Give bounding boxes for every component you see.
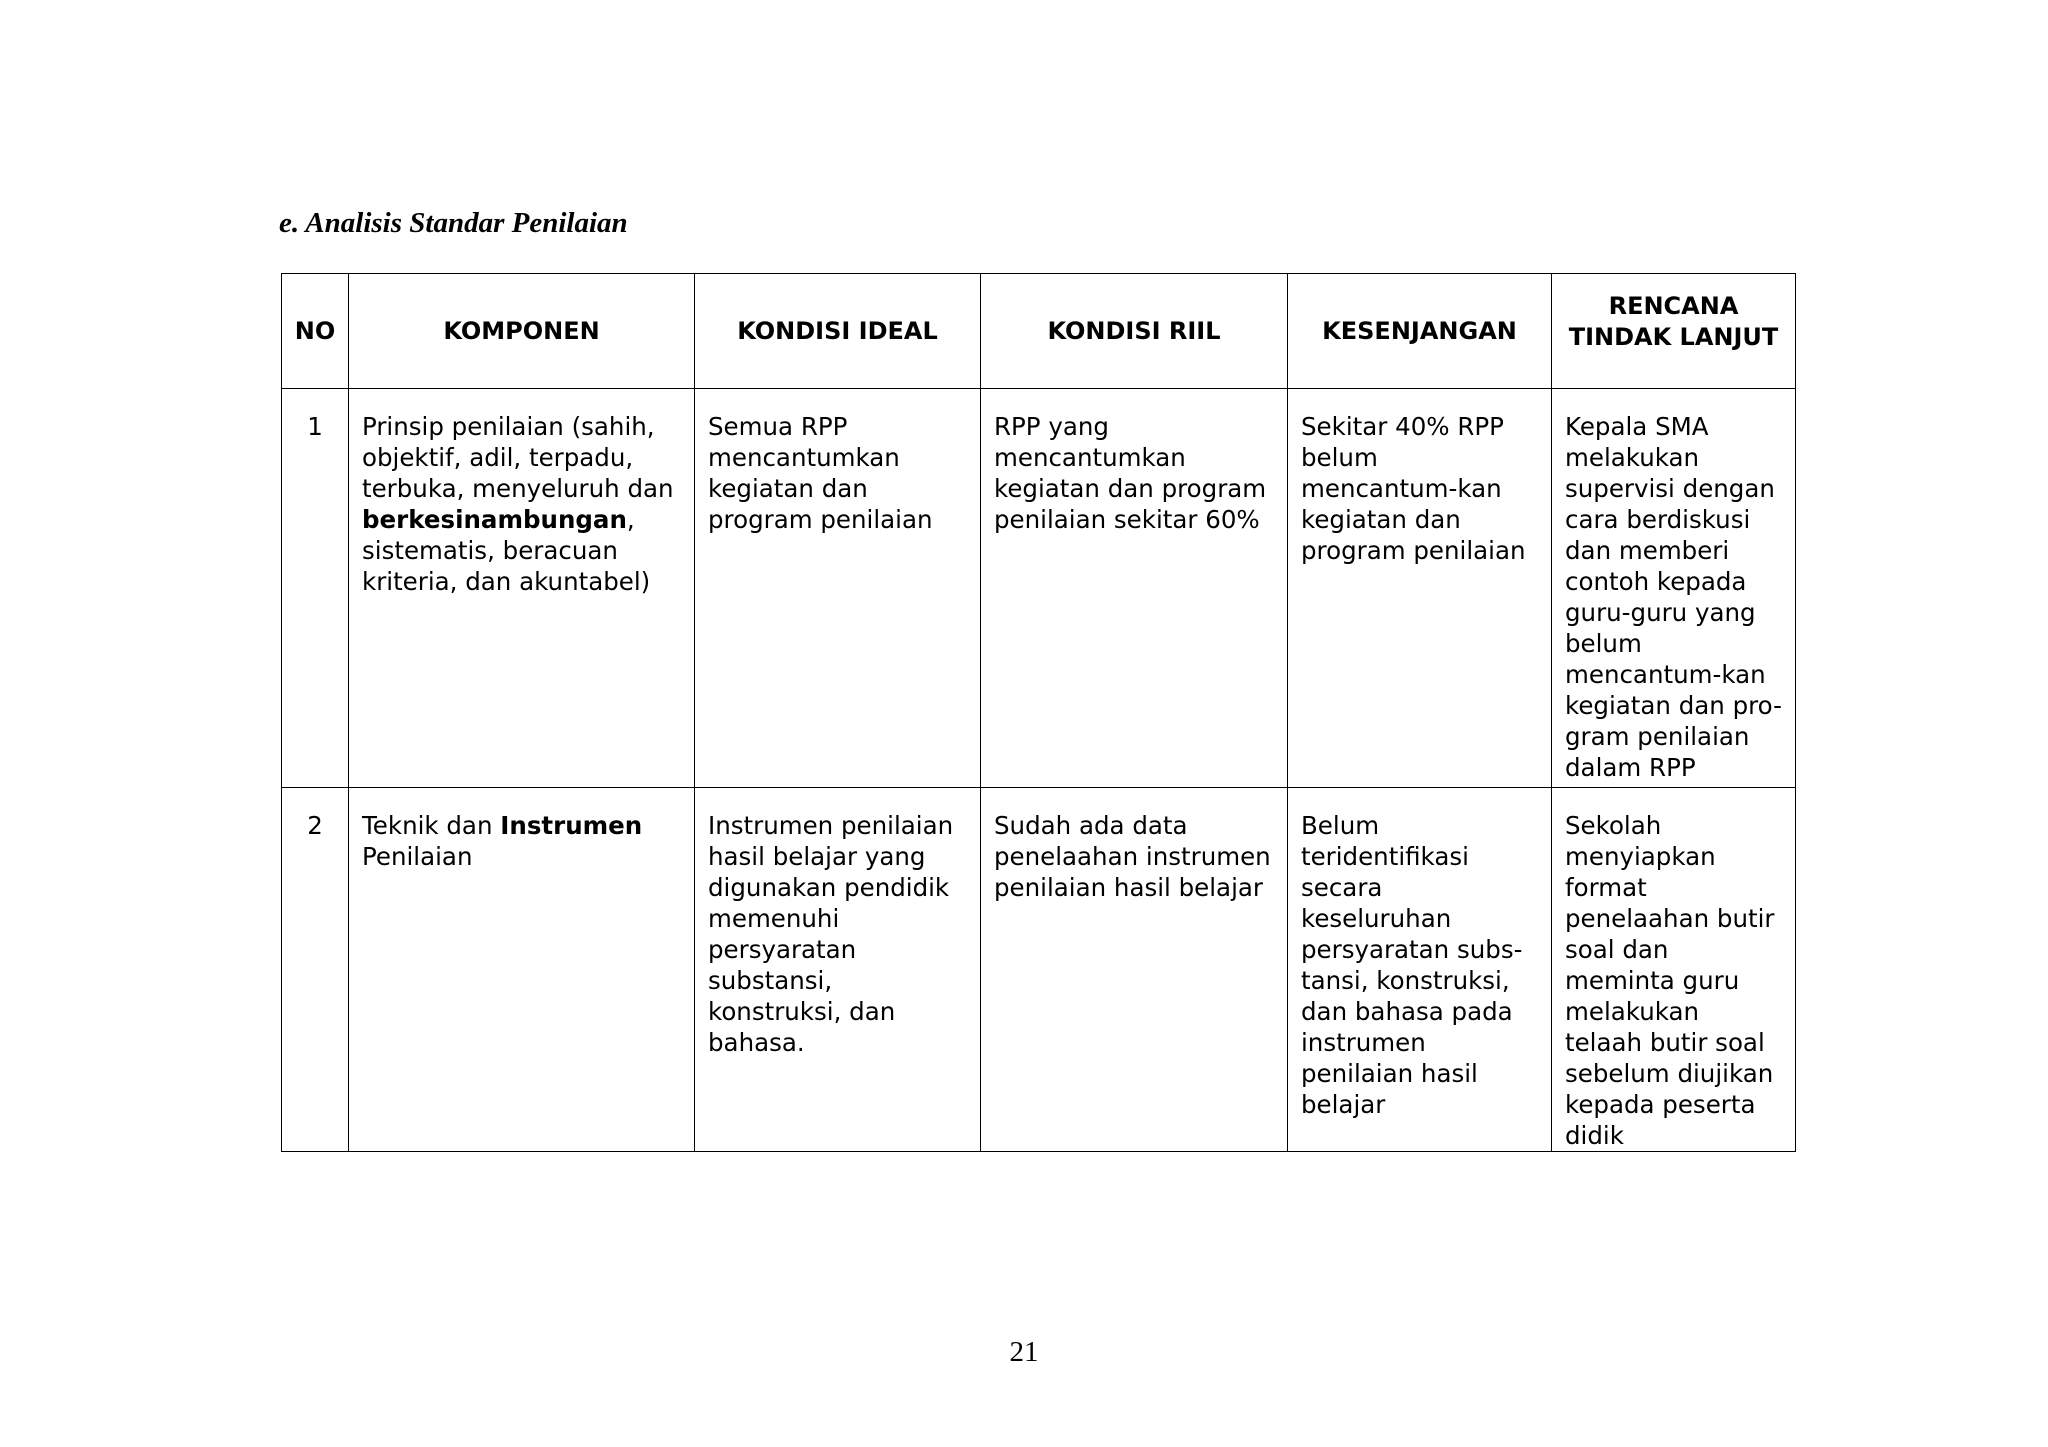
table-header-row [282, 274, 1796, 389]
komponen-text-continued: Penilaian [362, 842, 473, 871]
header-rencana-line2: TINDAK LANJUT [1568, 323, 1779, 351]
cell-komponen [349, 788, 695, 1152]
cell-no: 1 [282, 389, 349, 788]
cell-rencana: Kepala SMA melakukan supervisi dengan cara berdiskusi dan memberi contoh kepada guru-guru yang belum mencantum-kan kegiatan dan pro-gram penilaian dalam RPP [1552, 389, 1796, 788]
analysis-table [281, 273, 1796, 1152]
header-rencana-tindak-lanjut [1552, 274, 1796, 389]
cell-kondisi-riil: Sudah ada data penelaahan instrumen penilaian hasil belajar [981, 788, 1288, 1152]
cell-komponen [349, 389, 695, 788]
header-kondisi-ideal: KONDISI IDEAL [695, 274, 981, 389]
komponen-text-continued: , sistematis, beracuan kriteria, dan akuntabel) [362, 505, 651, 596]
header-kesenjangan: KESENJANGAN [1288, 274, 1552, 389]
header-kondisi-riil: KONDISI RIIL [981, 274, 1288, 389]
komponen-text: Teknik dan [362, 811, 493, 840]
komponen-bold-text: berkesinambungan [362, 505, 627, 534]
cell-kondisi-riil: RPP yang mencantumkan kegiatan dan program penilaian sekitar 60% [981, 389, 1288, 788]
cell-kesenjangan: Sekitar 40% RPP belum mencantum-kan kegiatan dan program penilaian [1288, 389, 1552, 788]
komponen-text: Prinsip penilaian (sahih, objektif, adil, terpadu, terbuka, menyeluruh dan [362, 412, 674, 503]
page-number: 21 [1009, 1336, 1039, 1368]
komponen-bold-text: Instrumen [500, 811, 643, 840]
section-title: e. Analisis Standar Penilaian [279, 207, 628, 239]
cell-kondisi-ideal: Semua RPP mencantumkan kegiatan dan program penilaian [695, 389, 981, 788]
header-rencana-line1: RENCANA [1608, 292, 1739, 320]
cell-no: 2 [282, 788, 349, 1152]
header-komponen: KOMPONEN [349, 274, 695, 389]
table-row [282, 389, 1796, 788]
cell-rencana: Sekolah menyiapkan format penelaahan butir soal dan meminta guru melakukan telaah butir soal sebelum diujikan kepada peserta didik [1552, 788, 1796, 1152]
cell-kesenjangan: Belum teridentifikasi secara keseluruhan persyaratan subs-tansi, konstruksi, dan bahasa pada instrumen penilaian hasil belajar [1288, 788, 1552, 1152]
cell-kondisi-ideal: Instrumen penilaian hasil belajar yang digunakan pendidik memenuhi persyaratan substansi, konstruksi, dan bahasa. [695, 788, 981, 1152]
table-row [282, 788, 1796, 1152]
header-no: NO [282, 274, 349, 389]
